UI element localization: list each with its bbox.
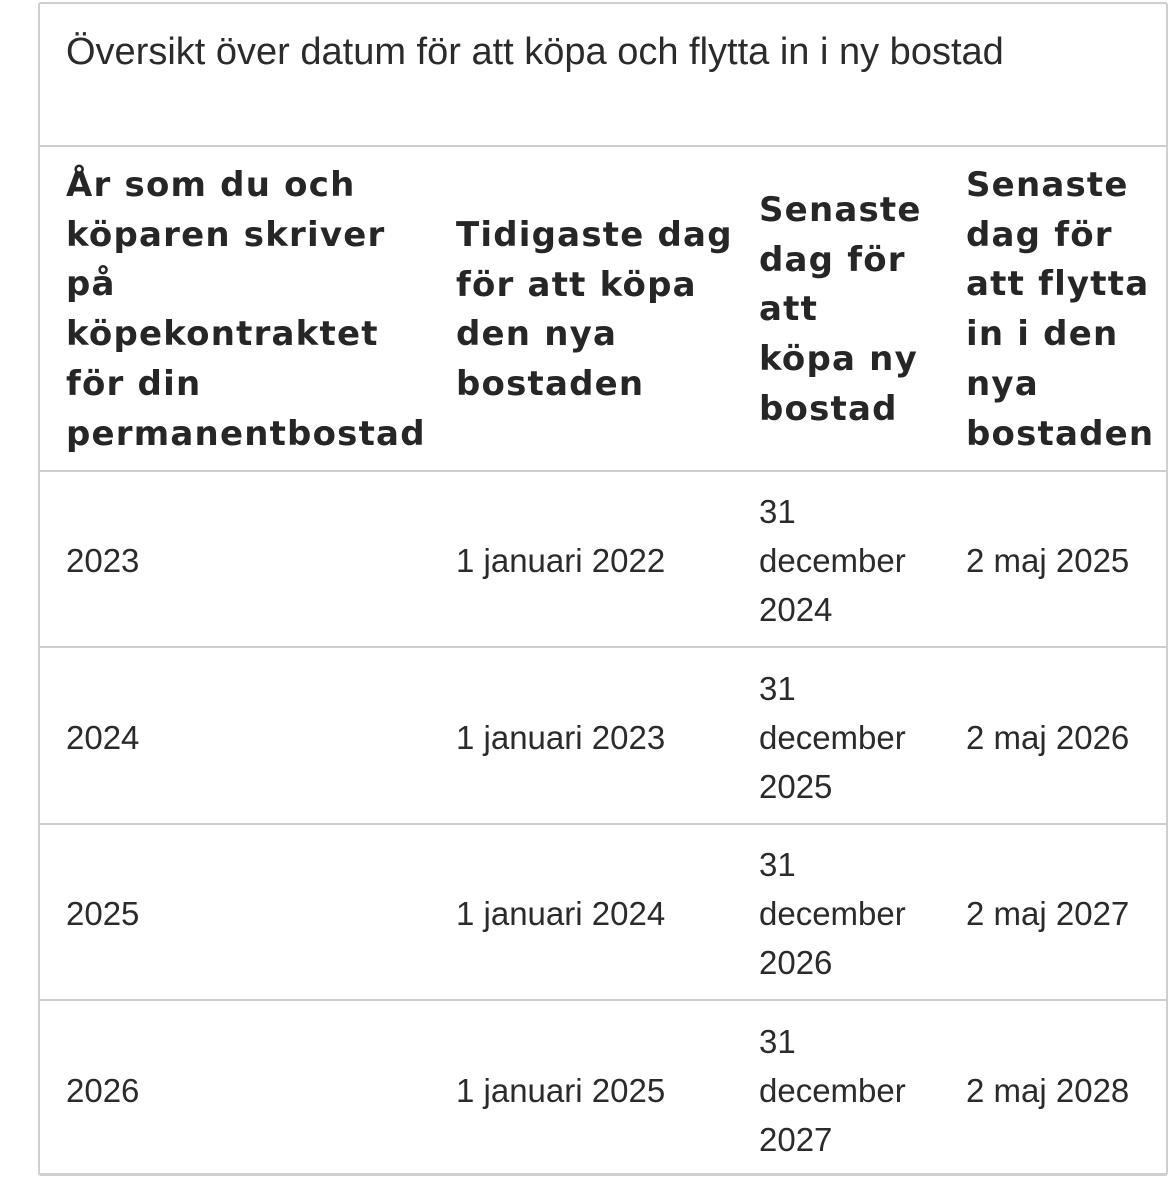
divider (40, 823, 1166, 825)
header-cell-earliest-day: Tidigaste dag för att köpa den nya bostaden (456, 215, 733, 405)
cell-earliest-day: 1 januari 2023 (456, 719, 666, 756)
cell-latest-buy-day: 31 december 2025 (759, 670, 906, 805)
cell-year: 2023 (66, 542, 140, 579)
divider (40, 646, 1166, 648)
cell-earliest-day: 1 januari 2022 (456, 542, 666, 579)
cell-earliest-day: 1 januari 2024 (456, 895, 666, 932)
cell-latest-buy-day: 31 december 2026 (759, 846, 906, 981)
cell-year: 2025 (66, 895, 140, 932)
cell-latest-move-day: 2 maj 2025 (966, 542, 1130, 579)
cell-year: 2024 (66, 719, 140, 756)
divider (40, 145, 1166, 147)
divider (40, 470, 1166, 472)
table-caption: Översikt över datum för att köpa och flytta in i ny bostad (66, 31, 1004, 73)
header-cell-latest-move-day: Senaste dag för att flytta in i den nya bostaden (966, 165, 1155, 454)
cell-latest-buy-day: 31 december 2024 (759, 493, 906, 628)
header-cell-latest-buy-day: Senaste dag för att köpa ny bostad (759, 190, 922, 429)
header-cell-year-signed: År som du och köparen skriver på köpekontraktet för din permanentbostad (66, 165, 426, 454)
cell-latest-move-day: 2 maj 2026 (966, 719, 1130, 756)
cell-earliest-day: 1 januari 2025 (456, 1072, 666, 1109)
cell-year: 2026 (66, 1072, 140, 1109)
cell-latest-move-day: 2 maj 2027 (966, 895, 1130, 932)
divider (40, 999, 1166, 1001)
cell-latest-move-day: 2 maj 2028 (966, 1072, 1130, 1109)
cell-latest-buy-day: 31 december 2027 (759, 1023, 906, 1158)
date-overview-table (38, 2, 1168, 1176)
